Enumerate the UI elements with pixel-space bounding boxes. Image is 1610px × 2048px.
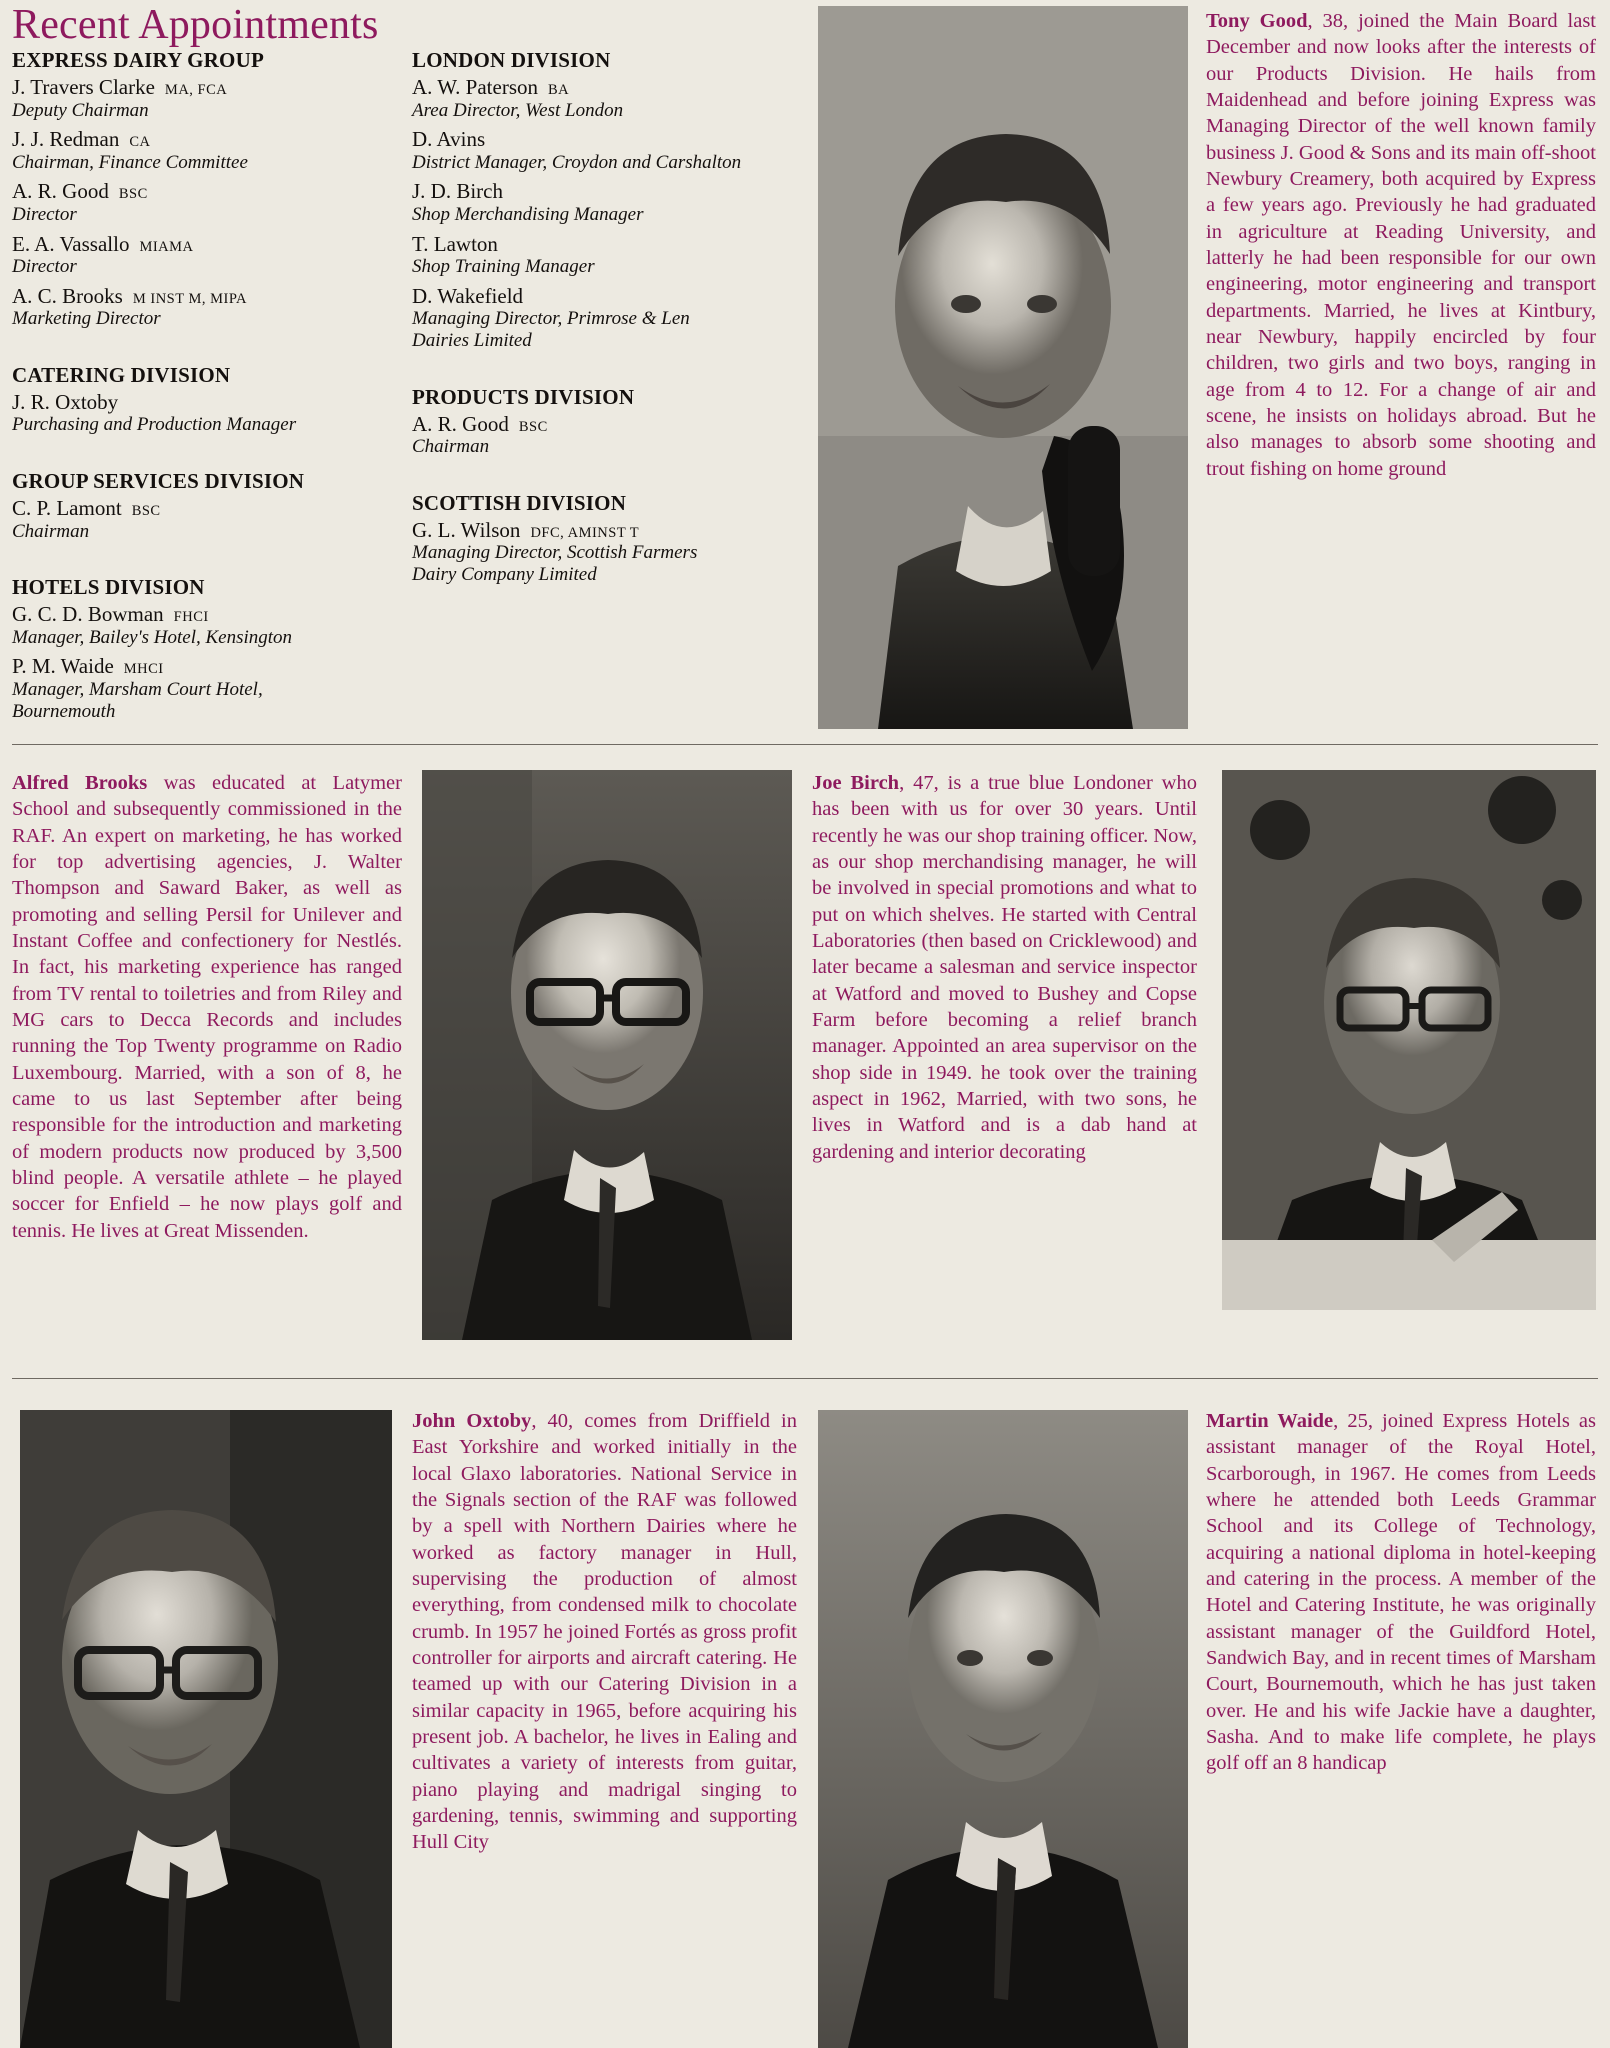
section-divider-1 <box>12 744 1598 745</box>
appointee-role: Manager, Bailey's Hotel, Kensington <box>12 626 293 648</box>
portrait-illustration <box>818 1410 1188 2048</box>
section-spacer <box>12 443 322 469</box>
appointee-qualifications: DFC, AMINST T <box>530 524 640 541</box>
appointee-name: G. C. D. Bowman FHCI <box>12 602 209 627</box>
bio-body: , 40, comes from Driffield in East Yorkshire and worked initially in the local Glaxo laboratories. National Service in the Signals section of the RAF was followed by a spell with Northern Dairies where he worked as factory manager in Hull, supervising the production of almost everything, from condensed milk to chocolate crumb. In 1957 he joined Fortés as gross profit controller for airports and aircraft catering. He teamed up with our Catering Division in a similar capacity in 1965, before acquiring his present job. A bachelor, he lives in Ealing and cultivates a variety of interests from guitar, piano playing and madrigal singing to gardening, tennis, swimming and supporting Hull City <box>412 1410 797 1854</box>
portrait-illustration <box>422 770 792 1340</box>
appointment-entry <box>412 233 742 278</box>
appointment-entry <box>412 285 742 352</box>
john-oxtoby-portrait <box>20 1410 392 2048</box>
appointee-role: Manager, Marsham Court Hotel, Bournemouth <box>12 678 263 722</box>
alfred-brooks-bio <box>12 770 402 1244</box>
section-spacer <box>12 337 322 363</box>
page-title: Recent Appointments <box>12 2 379 48</box>
division-heading-hotels-division: HOTELS DIVISION <box>12 575 205 600</box>
appointee-qualifications: FHCI <box>173 609 209 626</box>
portrait-illustration <box>20 1410 392 2048</box>
appointee-role: District Manager, Croydon and Carshalton <box>412 151 742 173</box>
appointment-entry <box>12 603 322 648</box>
appointee-qualifications: MIAMA <box>139 238 194 255</box>
appointment-entry <box>12 497 322 542</box>
portrait-illustration <box>818 6 1188 729</box>
appointment-entry <box>12 655 322 722</box>
appointee-name: J. J. Redman CA <box>12 127 151 152</box>
appointee-role: Managing Director, Scottish Farmers Dairy Company Limited <box>412 542 698 585</box>
appointee-role: Deputy Chairman <box>12 99 149 121</box>
appointment-entry <box>412 519 742 586</box>
appointee-qualifications: M INST M, MIPA <box>132 290 248 307</box>
bio-body: was educated at Latymer School and subsequently commissioned in the RAF. An expert on marketing, he has worked for top advertising agencies, J. Walter Thompson and Saward Baker, as well as promoting and selling Persil for Unilever and Instant Coffee and confectionery for Nestlés. In fact, his marketing experience has ranged from TV rental to toiletries and from Riley and MG cars to Decca Records and includes running the Top Twenty programme on Radio Luxembourg. Married, with a son of 8, he came to us last September after being responsible for the introduction and marketing of modern products now produced by 3,500 blind people. A versatile athlete – he played soccer for Enfield – he now plays golf and tennis. He lives at Great Missenden. <box>12 772 402 1242</box>
appointment-entry <box>412 413 742 458</box>
john-oxtoby-bio <box>412 1408 797 1856</box>
appointee-name: J. R. Oxtoby <box>12 389 119 414</box>
division-heading-express-dairy-group: EXPRESS DAIRY GROUP <box>12 48 264 72</box>
appointee-name: T. Lawton <box>412 231 498 256</box>
appointee-qualifications: BSC <box>518 418 548 435</box>
appointment-entry <box>412 180 742 225</box>
appointee-role: Purchasing and Production Manager <box>12 414 297 436</box>
bio-body: , 47, is a true blue Londoner who has been with us for over 30 years. Until recently he was our shop training officer. Now, as our shop merchandising manager, he will be involved in special promotions and what to put on which shelves. He started with Central Laboratories (then based on Cricklewood) and later became a salesman and service inspector at Watford and moved to Bushey and Copse Farm before becoming a relief branch manager. Appointed an area supervisor on the shop side in 1949. he took over the training aspect in 1962, Married, with two sons, he lives in Watford and is a dab hand at gardening and interior decorating <box>812 772 1197 1163</box>
appointee-name: J. Travers Clarke MA, FCA <box>12 75 228 99</box>
appointee-name: D. Avins <box>412 127 486 152</box>
appointments-column-left <box>12 48 322 729</box>
bio-body: , 38, joined the Main Board last December and now looks after the interests of our Products Division. He hails from Maidenhead and before joining Express was Managing Director of the well known family business J. Good & Sons and its main off-shoot Newbury Creamery, both acquired by Express a few years ago. Previously he had graduated in agriculture at Reading University, and latterly he had been responsible for our own engineering, motor engineering and transport departments. Married, he lives at Kintbury, near Newbury, happily encircled by four children, two girls and two boys, ranging in age from 4 to 12. For a change of air and scene, he insists on holidays abroad. But he also manages to absorb some shooting and trout fishing on home ground <box>1206 10 1596 480</box>
appointee-role: Director <box>12 256 77 278</box>
appointee-role: Chairman <box>12 520 90 542</box>
appointee-role: Shop Merchandising Manager <box>412 203 644 225</box>
appointee-role: Area Director, West London <box>412 99 624 121</box>
tony-good-portrait <box>818 6 1188 729</box>
martin-waide-bio <box>1206 1408 1596 1777</box>
appointee-qualifications: BSC <box>118 186 148 203</box>
appointment-entry <box>12 391 322 436</box>
section-spacer <box>412 359 742 385</box>
division-heading-catering-division: CATERING DIVISION <box>12 362 231 387</box>
bio-lead-name: Tony Good <box>1206 10 1308 32</box>
joe-birch-portrait <box>1222 770 1596 1310</box>
martin-waide-portrait <box>818 1410 1188 2048</box>
division-heading-scottish-division: SCOTTISH DIVISION <box>412 490 627 515</box>
appointee-role: Shop Training Manager <box>412 256 595 278</box>
appointee-name: A. R. Good BSC <box>412 411 548 436</box>
appointee-name: D. Wakefield <box>412 283 524 308</box>
division-heading-london-division: LONDON DIVISION <box>412 48 611 72</box>
joe-birch-bio <box>812 770 1197 1165</box>
portrait-illustration <box>1222 770 1596 1310</box>
appointee-name: J. D. Birch <box>412 179 503 204</box>
bio-lead-name: Joe Birch <box>812 772 900 794</box>
appointee-role: Director <box>12 203 77 225</box>
bio-lead-name: John Oxtoby <box>412 1410 532 1432</box>
section-spacer <box>412 465 742 491</box>
division-heading-group-services-division: GROUP SERVICES DIVISION <box>12 469 305 494</box>
appointment-entry <box>12 76 322 121</box>
appointments-column-right <box>412 48 742 593</box>
appointment-entry <box>12 285 322 330</box>
appointee-name: A. C. Brooks M INST M, MIPA <box>12 283 248 308</box>
appointee-name: A. W. Paterson BA <box>412 75 570 99</box>
appointee-name: P. M. Waide MHCI <box>12 654 164 679</box>
recent-appointments-section <box>0 0 1610 740</box>
appointment-entry <box>12 180 322 225</box>
appointment-entry <box>12 128 322 173</box>
appointment-entry <box>412 76 742 121</box>
appointee-qualifications: MHCI <box>123 661 164 678</box>
appointee-qualifications: CA <box>129 134 151 151</box>
bio-lead-name: Martin Waide <box>1206 1410 1334 1432</box>
profiles-section-middle <box>0 758 1610 1358</box>
appointment-entry <box>12 233 322 278</box>
section-divider-2 <box>12 1378 1598 1379</box>
appointee-name: A. R. Good BSC <box>12 179 148 204</box>
appointee-role: Chairman, Finance Committee <box>12 151 248 173</box>
bio-body: , 25, joined Express Hotels as assistant manager of the Royal Hotel, Scarborough, in 1967. He comes from Leeds where he attended both Leeds Grammar School and its College of Technology, acquiring a national diploma in hotel-keeping and catering in the process. A member of the Hotel and Catering Institute, he was originally assistant manager of the Guildford Hotel, Sandwich Bay, and in recent times of Marsham Court, Bournemouth, which he has just taken over. He and his wife Jackie have a daughter, Sasha. And to make life complete, he plays golf off an 8 handicap <box>1206 1410 1596 1775</box>
alfred-brooks-portrait <box>422 770 792 1340</box>
appointee-qualifications: BSC <box>131 503 161 520</box>
appointee-role: Marketing Director <box>12 308 161 330</box>
appointee-qualifications: BA <box>548 82 570 98</box>
appointee-qualifications: MA, FCA <box>164 82 228 98</box>
section-spacer <box>12 549 322 575</box>
appointee-name: C. P. Lamont BSC <box>12 496 161 521</box>
appointment-entry <box>412 128 742 173</box>
division-heading-products-division: PRODUCTS DIVISION <box>412 384 635 409</box>
tony-good-bio <box>1206 8 1596 482</box>
appointee-role: Managing Director, Primrose & Len Dairies Limited <box>412 308 690 351</box>
bio-lead-name: Alfred Brooks <box>12 772 148 794</box>
appointee-role: Chairman <box>412 436 490 458</box>
profiles-section-bottom <box>0 1390 1610 2048</box>
appointee-name: E. A. Vassallo MIAMA <box>12 231 194 256</box>
appointee-name: G. L. Wilson DFC, AMINST T <box>412 517 640 542</box>
